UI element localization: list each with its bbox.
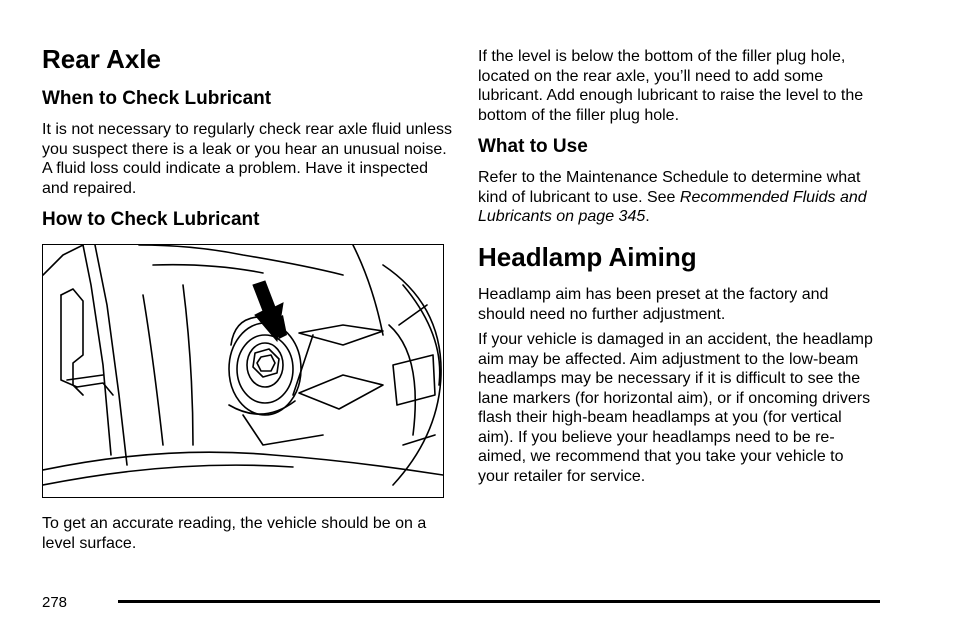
figure-caption: To get an accurate reading, the vehicle should be on a level surface. [42,515,427,552]
what-to-use-text-end: . [645,208,650,225]
filler-level-text: If the level is below the bottom of the filler plug hole, located on the rear axle, you’ll need to add some lubricant. Add enough lubricant to raise the level to the bottom of the filler plug hole. [478,48,864,124]
what-to-use-heading: What to Use [478,136,588,157]
footer-rule [118,600,880,603]
recommended-fluids-reference: Recommended Fluids and Lubricants on page 345 [478,188,867,225]
what-to-use-text-plain: Refer to the Maintenance Schedule to determine what kind of lubricant to use. See [478,169,861,206]
headlamp-aim-damage-text: If your vehicle is damaged in an accident, the headlamp aim may be affected. Aim adjustment to the low-beam headlamps may be necessary if it is difficult to see the lane markers (for horizontal aim), or if oncoming drivers flash their high-beam headlamps at you (for vertical aim). If you believe your headlamps need to be re-aimed, we recommend that you take your vehicle to your retailer for service. [478,331,873,485]
headlamp-aiming-title: Headlamp Aiming [478,242,697,272]
rear-axle-filler-plug-illustration [42,244,444,498]
when-to-check-text: It is not necessary to regularly check rear axle fluid unless you suspect there is a leak or you hear an unusual noise. A fluid loss could indicate a problem. Have it inspected and repaired. [42,121,452,197]
headlamp-aim-preset-text: Headlamp aim has been preset at the factory and should need no further adjustment. [478,286,829,323]
when-to-check-heading: When to Check Lubricant [42,88,272,109]
what-to-use-text [478,168,878,227]
page-number: 278 [42,594,68,611]
how-to-check-heading: How to Check Lubricant [42,209,260,230]
rear-axle-title: Rear Axle [42,44,161,74]
